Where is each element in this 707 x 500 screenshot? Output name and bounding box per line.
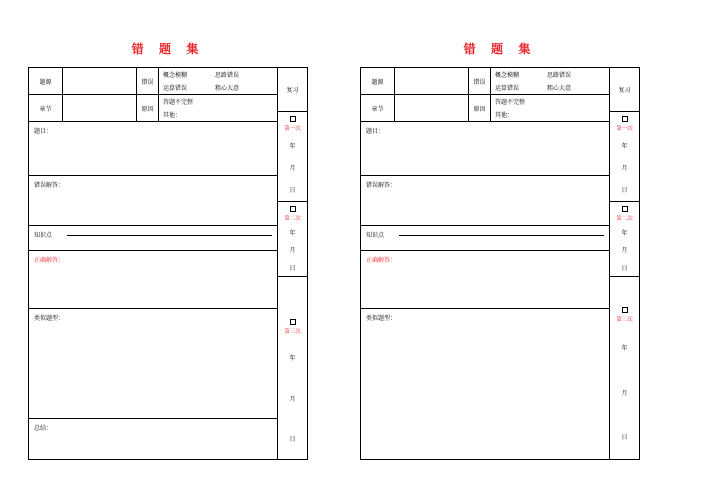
option-row-1 — [159, 68, 277, 81]
knowledge-input-line[interactable] — [67, 235, 272, 236]
source-label: 题源 — [29, 68, 63, 94]
source-row-right — [361, 68, 468, 95]
review-checkbox-1[interactable] — [290, 116, 296, 122]
chapter-row — [29, 95, 136, 121]
review-times-3-right: 第三次 — [616, 317, 633, 323]
worksheet-copy-left — [28, 40, 308, 460]
source-input-right[interactable] — [395, 68, 468, 94]
chapter-input-right[interactable] — [395, 95, 468, 121]
knowledge-input-line-right[interactable] — [399, 235, 604, 236]
section-wrong-answer-right[interactable] — [361, 176, 609, 226]
review-unit-year-3[interactable]: 年 — [289, 355, 296, 362]
review-unit-month-2[interactable]: 月 — [289, 248, 296, 255]
form-header-block — [29, 68, 277, 122]
review-unit-day-3-right[interactable]: 日 — [621, 435, 628, 442]
review-units-3-right — [610, 325, 639, 459]
review-header-right: 复习 — [610, 68, 639, 112]
section-correct-answer-label-right: 正确解答： — [366, 258, 397, 264]
section-wrong-answer-label: 错误解答： — [34, 183, 65, 189]
form-header-block-right — [361, 68, 609, 122]
option-concept-vague-right[interactable]: 概念模糊 — [495, 73, 520, 79]
wrong-label-right: 错误 — [469, 68, 491, 95]
cause-label-right: 原因 — [469, 95, 491, 121]
cause-label: 原因 — [137, 95, 159, 121]
error-cause-labels — [137, 68, 159, 121]
section-wrong-answer-label-right: 错误解答： — [366, 183, 397, 189]
section-similar-type-label: 类似题型： — [34, 316, 65, 322]
review-unit-year-1-right[interactable]: 年 — [621, 143, 628, 150]
form-main — [29, 68, 277, 459]
review-checkbox-3[interactable] — [290, 319, 296, 325]
review-unit-year-1[interactable]: 年 — [289, 143, 296, 150]
review-block-2-right — [610, 202, 639, 277]
error-cause-options — [159, 68, 277, 121]
option-row-4-right — [491, 108, 609, 121]
option-other-right[interactable]: 其他： — [495, 113, 514, 119]
review-unit-day-1[interactable]: 日 — [289, 188, 296, 195]
review-checkbox-2[interactable] — [290, 206, 296, 212]
option-row-1-right — [491, 68, 609, 81]
section-similar-type[interactable] — [29, 309, 277, 419]
option-concept-vague[interactable]: 概念模糊 — [163, 73, 188, 79]
error-cause-labels-right — [469, 68, 491, 121]
review-block-1 — [278, 112, 307, 202]
mistake-form-right — [360, 67, 640, 460]
review-times-3: 第三次 — [284, 329, 301, 335]
chapter-input[interactable] — [63, 95, 136, 121]
source-label-right: 题源 — [361, 68, 395, 94]
review-unit-month-1[interactable]: 月 — [289, 165, 296, 172]
review-column-right — [609, 68, 639, 459]
review-unit-year-3-right[interactable]: 年 — [621, 345, 628, 352]
review-units-1-right — [610, 134, 639, 201]
section-correct-answer-right[interactable] — [361, 251, 609, 309]
error-cause-group — [137, 68, 277, 121]
option-thinking-error-right[interactable]: 思路错误 — [547, 73, 572, 79]
section-knowledge-right[interactable] — [361, 226, 609, 251]
source-chapter-group — [29, 68, 137, 121]
option-calculation-error-right[interactable]: 运算错误 — [495, 86, 520, 92]
review-unit-year-2-right[interactable]: 年 — [621, 231, 628, 238]
review-times-1: 第一次 — [284, 126, 301, 132]
review-times-2-right: 第二次 — [616, 216, 633, 222]
option-incomplete-answer[interactable]: 答题不完整 — [163, 100, 194, 106]
review-checkbox-1-right[interactable] — [622, 116, 628, 122]
option-other[interactable]: 其他： — [163, 113, 182, 119]
section-knowledge-label: 知识点 — [34, 233, 53, 239]
review-unit-year-2[interactable]: 年 — [289, 231, 296, 238]
option-row-3 — [159, 95, 277, 108]
section-summary-label: 总结： — [34, 426, 53, 432]
review-unit-month-2-right[interactable]: 月 — [621, 248, 628, 255]
section-problem[interactable] — [29, 122, 277, 176]
section-correct-answer-label: 正确解答： — [34, 258, 65, 264]
section-knowledge-label-right: 知识点 — [366, 233, 385, 239]
review-units-2-right — [610, 224, 639, 276]
error-cause-options-right — [491, 68, 609, 121]
option-calculation-error[interactable]: 运算错误 — [163, 86, 188, 92]
source-row — [29, 68, 136, 95]
page-title: 错 题 集 — [131, 42, 205, 56]
option-row-2-right — [491, 81, 609, 95]
wrong-label: 错误 — [137, 68, 159, 95]
review-unit-day-2[interactable]: 日 — [289, 265, 296, 272]
form-main-right — [361, 68, 609, 459]
review-units-3 — [278, 337, 307, 459]
section-similar-type-label-right: 类似题型： — [366, 316, 397, 322]
section-problem-label-right: 题目： — [366, 129, 385, 135]
review-column — [277, 68, 307, 459]
review-times-2: 第二次 — [284, 216, 301, 222]
review-unit-month-3[interactable]: 月 — [289, 396, 296, 403]
mistake-form — [28, 67, 308, 460]
chapter-row-right — [361, 95, 468, 121]
option-row-2 — [159, 81, 277, 95]
section-problem-label: 题目： — [34, 129, 53, 135]
source-chapter-group-right — [361, 68, 469, 121]
review-unit-month-3-right[interactable]: 月 — [621, 390, 628, 397]
review-times-1-right: 第一次 — [616, 126, 633, 132]
option-incomplete-answer-right[interactable]: 答题不完整 — [495, 100, 526, 106]
section-similar-type-right[interactable] — [361, 309, 609, 459]
option-carelessness-right[interactable]: 粗心大意 — [547, 86, 572, 92]
review-block-1-right — [610, 112, 639, 202]
section-knowledge[interactable] — [29, 226, 277, 251]
section-correct-answer[interactable] — [29, 251, 277, 309]
section-summary[interactable] — [29, 419, 277, 459]
review-unit-day-3[interactable]: 日 — [289, 437, 296, 444]
review-block-2 — [278, 202, 307, 277]
error-cause-group-right — [469, 68, 609, 121]
option-carelessness[interactable]: 粗心大意 — [215, 86, 240, 92]
review-unit-day-2-right[interactable]: 日 — [621, 265, 628, 272]
source-input[interactable] — [63, 68, 136, 94]
review-header: 复习 — [278, 68, 307, 112]
section-wrong-answer[interactable] — [29, 176, 277, 226]
review-units-2 — [278, 224, 307, 276]
chapter-label-right: 章节 — [361, 95, 395, 121]
chapter-label: 章节 — [29, 95, 63, 121]
review-checkbox-3-right[interactable] — [622, 307, 628, 313]
page-title-right: 错 题 集 — [463, 42, 537, 56]
section-problem-right[interactable] — [361, 122, 609, 176]
review-unit-month-1-right[interactable]: 月 — [621, 165, 628, 172]
review-checkbox-2-right[interactable] — [622, 206, 628, 212]
review-units-1 — [278, 134, 307, 201]
review-unit-day-1-right[interactable]: 日 — [621, 188, 628, 195]
option-thinking-error[interactable]: 思路错误 — [215, 73, 240, 79]
review-block-3-right — [610, 277, 639, 459]
option-row-3-right — [491, 95, 609, 108]
option-row-4 — [159, 108, 277, 121]
worksheet-copy-right — [360, 40, 640, 460]
review-block-3 — [278, 277, 307, 459]
